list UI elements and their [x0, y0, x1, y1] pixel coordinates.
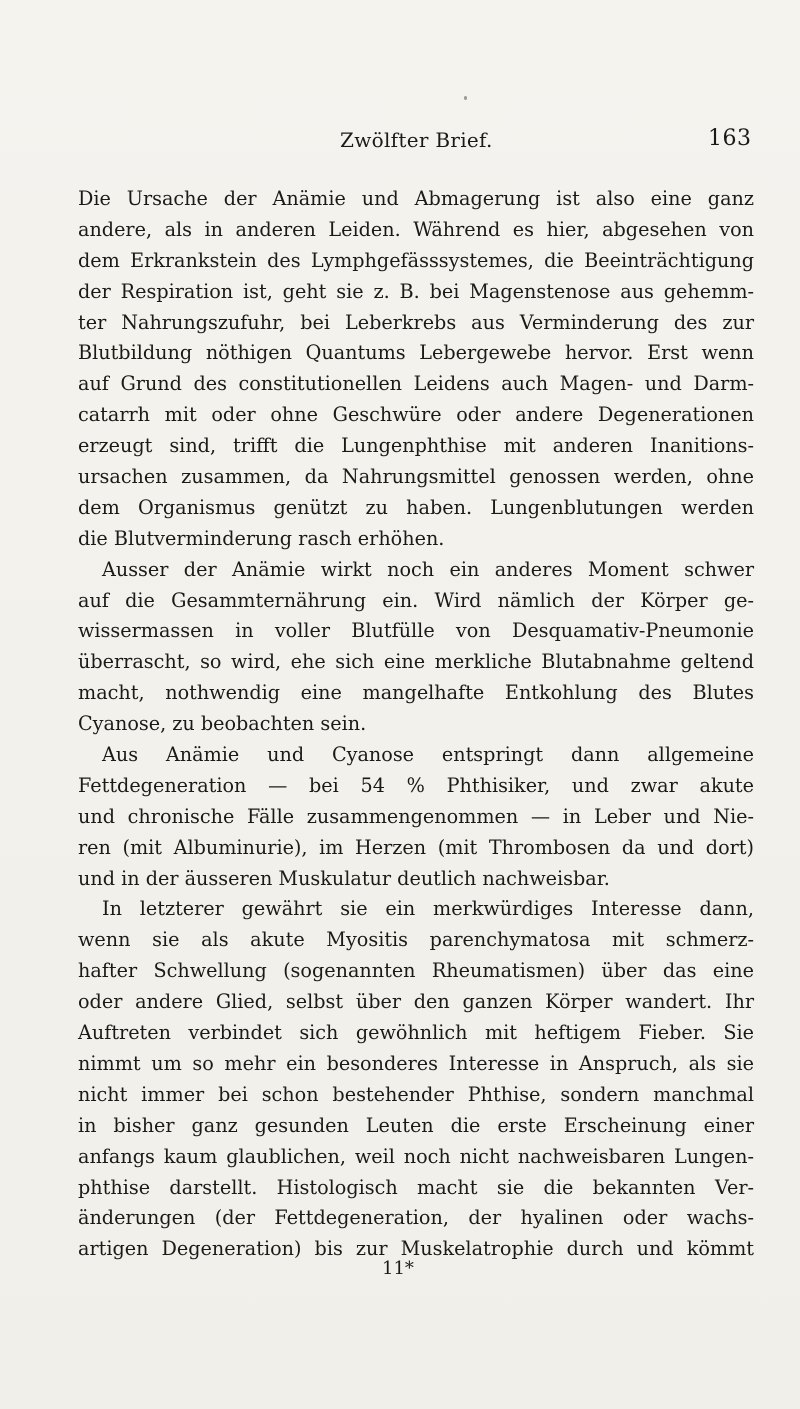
text-line: In letzterer gewährt sie ein merkwürdiges Interesse dann,	[102, 897, 754, 921]
text-line: der Respiration ist, geht sie z. B. bei Magenstenose aus gehemm-	[78, 279, 754, 303]
text-line: wenn sie als akute Myositis parenchymatosa mit schmerz-	[78, 928, 754, 952]
text-line: oder andere Glied, selbst über den ganzen Körper wandert. Ihr	[78, 990, 754, 1014]
text-line: ter Nahrungszufuhr, bei Leberkrebs aus Verminderung des zur	[78, 310, 754, 334]
text-line: Fettdegeneration — bei 54 % Phthisiker, und zwar akute	[78, 773, 754, 797]
page-number: 163	[708, 126, 752, 151]
text-line: auf Grund des constitutionellen Leidens auch Magen- und Darm-	[78, 372, 754, 396]
text-line: ren (mit Albuminurie), im Herzen (mit Thrombosen da und dort)	[78, 835, 754, 859]
text-line: überrascht, so wird, ehe sich eine merkliche Blutabnahme geltend	[78, 650, 754, 674]
text-line: erzeugt sind, trifft die Lungenphthise mit anderen Inanitions-	[78, 434, 754, 458]
body-text	[78, 184, 754, 1265]
text-line: und in der äusseren Muskulatur deutlich nachweisbar.	[78, 866, 610, 890]
text-line: wissermassen in voller Blutfülle von Desquamativ-Pneumonie	[78, 619, 754, 643]
page-header	[0, 124, 800, 164]
text-line: anfangs kaum glaublichen, weil noch nicht nachweisbaren Lungen-	[78, 1144, 754, 1168]
text-line: ursachen zusammen, da Nahrungsmittel genossen werden, ohne	[78, 465, 754, 489]
text-line: nicht immer bei schon bestehender Phthise, sondern manchmal	[78, 1082, 754, 1106]
text-line: dem Organismus genützt zu haben. Lungenblutungen werden	[78, 495, 754, 519]
text-line: Aus Anämie und Cyanose entspringt dann allgemeine	[102, 743, 754, 767]
text-line: macht, nothwendig eine mangelhafte Entkohlung des Blutes	[78, 681, 754, 705]
text-line: und chronische Fälle zusammengenommen — in Leber und Nie-	[78, 804, 754, 828]
text-line: Die Ursache der Anämie und Abmagerung ist also eine ganz	[78, 187, 754, 210]
text-line: änderungen (der Fettdegeneration, der hyalinen oder wachs-	[78, 1206, 754, 1230]
text-line: auf die Gesammternährung ein. Wird nämlich der Körper ge-	[78, 588, 754, 612]
text-line: Cyanose, zu beobachten sein.	[78, 712, 367, 736]
text-line: catarrh mit oder ohne Geschwüre oder andere Degenerationen	[78, 403, 754, 427]
text-line: in bisher ganz gesunden Leuten die erste Erscheinung einer	[78, 1113, 754, 1137]
text-line: die Blutverminderung rasch erhöhen.	[78, 526, 445, 550]
text-line: Auftreten verbindet sich gewöhnlich mit heftigem Fieber. Sie	[78, 1021, 754, 1045]
text-line: dem Erkrankstein des Lymphgefässsystemes, die Beeinträchtigung	[78, 248, 754, 272]
paper-speck	[464, 96, 467, 100]
text-line: andere, als in anderen Leiden. Während es hier, abgesehen von	[78, 217, 754, 241]
signature-mark: 11*	[382, 1258, 414, 1279]
text-line: Ausser der Anämie wirkt noch ein anderes Moment schwer	[102, 557, 754, 581]
page-footer	[0, 1258, 800, 1288]
text-line: nimmt um so mehr ein besonderes Interesse in Anspruch, als sie	[78, 1051, 754, 1075]
running-head: Zwölfter Brief.	[340, 128, 493, 152]
text-line: Blutbildung nöthigen Quantums Lebergewebe hervor. Erst wenn	[78, 341, 754, 365]
text-line: artigen Degeneration) bis zur Muskelatrophie durch und kömmt	[78, 1237, 754, 1261]
text-line: phthise darstellt. Histologisch macht sie die bekannten Ver-	[78, 1175, 754, 1199]
text-line: hafter Schwellung (sogenannten Rheumatismen) über das eine	[78, 959, 754, 983]
